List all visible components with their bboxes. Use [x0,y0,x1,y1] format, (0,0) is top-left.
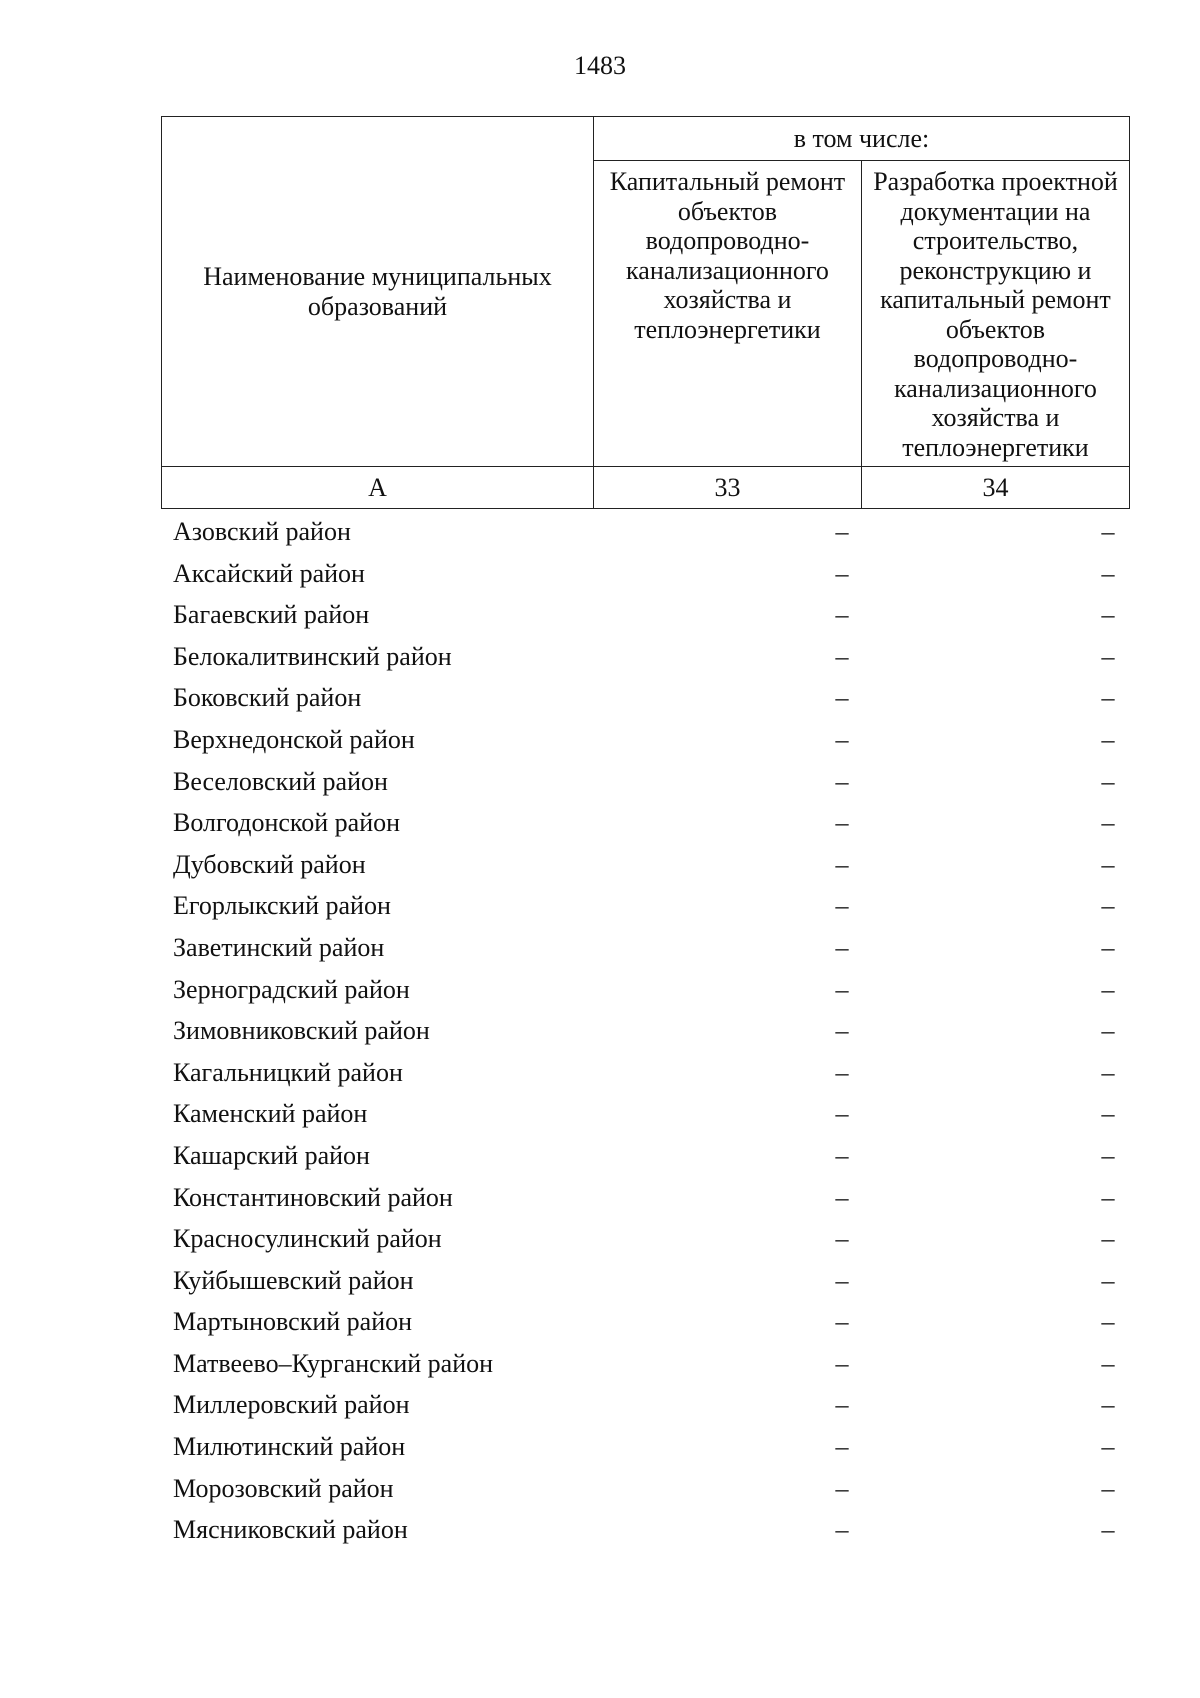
table-row [161,1426,1130,1468]
header-num-34: 34 [861,467,1129,509]
row-name: Боковский район [173,683,362,713]
table-row [161,1260,1130,1302]
header-name-column: Наименование муниципальных образований [162,117,594,467]
row-name: Милютинский район [173,1432,406,1462]
row-name: Волгодонской район [173,808,401,838]
row-value-33: – [835,932,849,962]
table-row [161,1343,1130,1385]
row-value-33: – [835,849,849,879]
row-name: Зерноградский район [173,974,410,1004]
row-value-33: – [835,891,849,921]
row-value-33: – [835,1348,849,1378]
row-value-33: – [835,974,849,1004]
row-value-34: – [1101,1432,1115,1462]
row-value-33: – [835,1515,849,1545]
row-value-34: – [1101,891,1115,921]
row-name: Верхнедонской район [173,724,415,754]
row-value-34: – [1101,1057,1115,1087]
header-col-34: Разработка проектной документации на строительство, реконструкцию и капитальный ремонт объектов водопроводно-канализационного хозяйства и теплоэнергетики [861,161,1129,467]
row-name: Миллеровский район [173,1390,410,1420]
row-value-34: – [1101,974,1115,1004]
table-row [161,1468,1130,1510]
row-value-33: – [835,1182,849,1212]
table-row [161,677,1130,719]
row-name: Дубовский район [173,849,366,879]
table-row [161,1509,1130,1551]
row-value-33: – [835,1307,849,1337]
table-row [161,969,1130,1011]
header-col-33: Капитальный ремонт объектов водопроводно-канализационного хозяйства и теплоэнергетики [593,161,861,467]
row-value-34: – [1101,641,1115,671]
row-name: Мясниковский район [173,1515,408,1545]
row-value-34: – [1101,808,1115,838]
table-row [161,1093,1130,1135]
row-name: Багаевский район [173,600,370,630]
row-name: Кагальницкий район [173,1057,403,1087]
row-value-34: – [1101,1140,1115,1170]
table-row [161,761,1130,803]
row-value-33: – [835,1099,849,1129]
row-value-34: – [1101,517,1115,546]
table-row [161,719,1130,761]
row-value-33: – [835,808,849,838]
table-row [161,1301,1130,1343]
row-name: Зимовниковский район [173,1016,430,1046]
row-value-33: – [835,1473,849,1503]
row-value-34: – [1101,932,1115,962]
row-value-34: – [1101,1182,1115,1212]
row-value-33: – [835,683,849,713]
table-row [161,802,1130,844]
table-row [161,511,1130,553]
row-name: Кашарский район [173,1140,370,1170]
row-name: Заветинский район [173,932,385,962]
table-header [161,116,1130,509]
row-value-33: – [835,1016,849,1046]
row-value-33: – [835,1140,849,1170]
row-value-34: – [1101,1348,1115,1378]
table-row [161,553,1130,595]
row-value-33: – [835,1432,849,1462]
header-num-a: А [162,467,594,509]
row-value-34: – [1101,849,1115,879]
row-value-34: – [1101,1099,1115,1129]
row-value-34: – [1101,1473,1115,1503]
table-row [161,1135,1130,1177]
row-value-34: – [1101,1265,1115,1295]
header-num-33: 33 [593,467,861,509]
page-number: 1483 [574,51,626,80]
table-row [161,1052,1130,1094]
row-value-34: – [1101,766,1115,796]
row-value-33: – [835,1057,849,1087]
table-row [161,1218,1130,1260]
row-value-34: – [1101,683,1115,713]
table-row [161,1010,1130,1052]
row-value-33: – [835,724,849,754]
row-name: Константиновский район [173,1182,453,1212]
row-name: Каменский район [173,1099,368,1129]
row-value-34: – [1101,1515,1115,1545]
row-value-33: – [835,517,849,546]
table-row [161,1384,1130,1426]
row-name: Веселовский район [173,766,388,796]
row-name: Аксайский район [173,558,365,588]
row-value-34: – [1101,1224,1115,1254]
row-value-33: – [835,1390,849,1420]
row-value-33: – [835,558,849,588]
row-name: Белокалитвинский район [173,641,452,671]
row-value-33: – [835,766,849,796]
table-row [161,1177,1130,1219]
row-name: Азовский район [173,517,351,546]
row-name: Красносулинский район [173,1224,442,1254]
row-value-34: – [1101,1390,1115,1420]
table-row [161,636,1130,678]
row-value-34: – [1101,724,1115,754]
row-value-34: – [1101,558,1115,588]
table-row [161,844,1130,886]
header-group-label: в том числе: [593,117,1129,161]
row-value-33: – [835,1265,849,1295]
table-body [161,511,1130,1551]
row-name: Куйбышевский район [173,1265,414,1295]
table-row [161,594,1130,636]
row-name: Морозовский район [173,1473,394,1503]
row-value-34: – [1101,1016,1115,1046]
table-row [161,927,1130,969]
row-value-33: – [835,1224,849,1254]
row-value-34: – [1101,1307,1115,1337]
row-name: Егорлыкский район [173,891,391,921]
table-row [161,885,1130,927]
row-value-33: – [835,600,849,630]
row-value-34: – [1101,600,1115,630]
row-value-33: – [835,641,849,671]
row-name: Мартыновский район [173,1307,413,1337]
row-name: Матвеево–Курганский район [173,1348,494,1378]
